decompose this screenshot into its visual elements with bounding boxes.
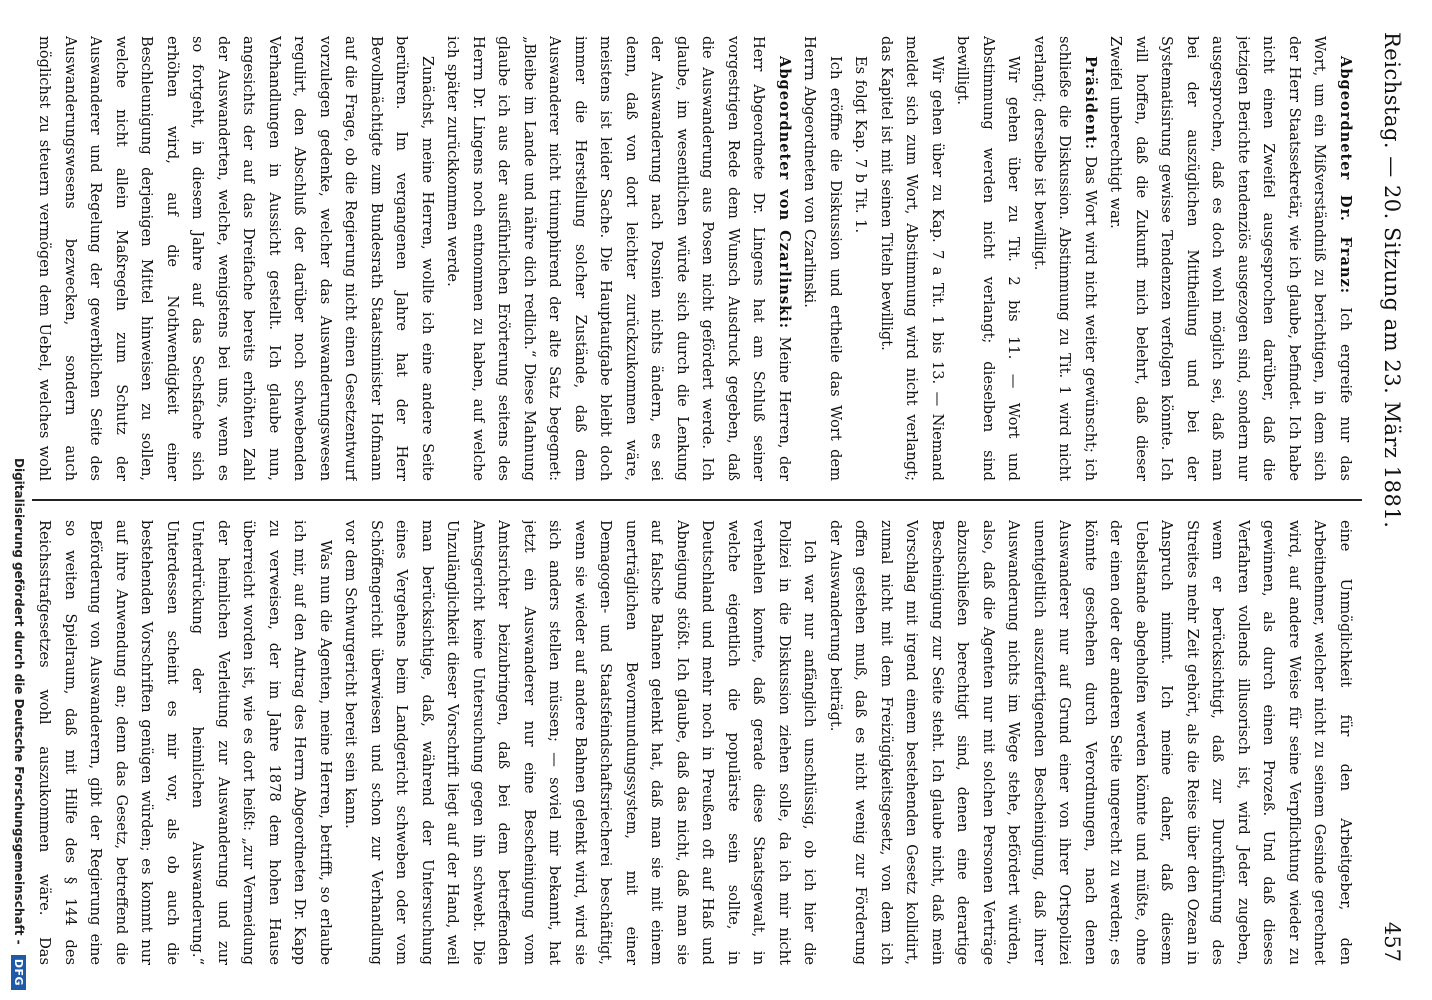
paragraph [33,520,338,965]
paragraph-text: Meine Herren, der Herr Abgeordnete Dr. Lingens hat am Schluß seiner vorgestrigen Rede dem Wunsch Ausdruck gegeben, daß die Auswanderung aus Posen nicht gefördert werde. Ich glaube, im wesentlichen würde sich durch die Lenkung der Auswanderung nach Posnien nichts ändern, es sei denn, daß von dort leichter zurückzukommen wäre, meistens ist leider Sache. Die Hauptaufgabe bleibt doch immer die Herstellung solcher Zustände, daß dem Auswanderer nicht triumphirend der alte Satz begegnet: „Bleibe im Lande und nähre dich redlich.“ Diese Mahnung glaube ich aus der ausführlichen Erörterung seitens des Herrn Dr. Lingens noch entnommen zu haben, auf welche ich später zurückkommen werde. [444,36,793,481]
paragraph [33,36,440,481]
paragraph-text: Ich ergreife nur das Wort, um ein Mißverständniß zu berichtigen, in dem sich der Herr Staatssekretär, wie ich glaube, befindet. Ich habe nicht einen Zweifel ausgesprochen darüber, daß die jetzigen Berichte tendenziös ausgezogen sind, sondern nur ausgesprochen, daß es doch wohl möglich sei, daß man bei der auszüglichen Mittheilung und bei der Systematisirung gewisse Tendenzen verfolgen könnte. Ich will hoffen, daß die Zukunft mich belehrt, daß dieser Zweifel unberechtigt war. [1107,36,1354,481]
credit-text: Digitalisierung gefördert durch die Deutsche Forschungsgemeinschaft - [12,458,26,945]
paragraph-text: Das Wort wird nicht weiter gewünscht; ich schließe die Diskussion. Abstimmung zu Tit. 1 wird nicht verlangt; derselbe ist bewilligt. [1031,36,1099,481]
paragraph-text: Ich war nur anfänglich unschlüssig, ob ich hier die Polizei in die Diskussion ziehen solle, da ich mir nicht verhehlen konnte, daß gerade diese Staatsgewalt, in welche eigentlich die populärste sein sollte, in Deutschland und mehr noch in Preußen oft auf Haß und Abneigung stößt. Ich glaube, daß das nicht, daß man sie auf falsche Bahnen gelenkt hat, daß man sie mit einem unerträglichen Bevormundungssystem, mit einer Demagogen- und Staatsfeindschaftsriecherei beschäftigt, wenn sie wieder auf andere Bahnen gelenkt wird, wird sie sich anders stellen müssen; — soviel mir bekannt, hat jetzt ein Auswanderer nur eine Bescheinigung vom Amtsrichter beizubringen, daß bei dem betreffenden Amtsgericht keine Untersuchung gegen ihn schwebt. Die Unzulänglichkeit dieser Vorschrift liegt auf der Hand, weil man berücksichtige, daß, während der Untersuchung eines Vergehens beim Landgericht schweben oder vom Schöffengericht überwiesen und schon zur Verhandlung vor dem Schwurgericht bereit sein kann. [342,520,819,965]
speaker-name: Präsident: [1082,56,1099,151]
paragraph [1027,36,1104,481]
paragraph-text: Wir gehen über zu Kap. 7 a Tit. 1 bis 13. — Niemand meldet sich zum Wort, Abstimmung wird nicht verlangt; das Kapitel ist mit seinen Titeln bewilligt. [878,36,946,481]
paragraph [440,36,797,481]
digitization-credit [11,340,26,990]
text-column-right [33,520,1358,965]
page-number: 457 [1380,921,1404,962]
paragraph-text: Ich eröffne die Diskussion und ertheile das Wort dem Herrn Abgeordneten von Czarlinski. [801,36,844,481]
paragraph [797,36,848,481]
paragraph-text: Wir gehen über zu Tit. 2 bis 11. — Wort und Abstimmung werden nicht verlangt; dieselben sind bewilligt. [954,36,1023,481]
paragraph-text: eine Unmöglichkeit für den Arbeitgeber, den Arbeitnehmer, welcher nicht zu seinem Gesinde gerechnet wird, auf andere Weise für seine Verpflichtung wieder zu gewinnen, als durch einen Prozeß. Und daß dieses Verfahren vollends illusorisch ist, wird Jeder zugeben, wenn er berücksichtigt, daß zur Durchführung des Streites mehr Zeit gehört, als die Reise über den Ozean in Anspruch nimmt. Ich meine daher, daß diesem Uebelstande abgeholfen werden könnte und müßte, ohne der einen oder der anderen Seite ungerecht zu werden; es könnte geschehen durch Verordnungen, nach denen Auswanderer nur auf Grund einer von ihrer Ortspolizei unentgeltlich auszufertigenden Bescheinigung, daß ihrer Auswanderung nichts im Wege stehe, befördert würden, also, daß die Agenten nur mit solchen Personen Verträge abzuschließen berechtigt sind, denen eine derartige Bescheinigung zur Seite steht. Ich glaube nicht, daß mein Vorschlag mit irgend einem bestehenden Gesetz kollidirt, zumal nicht mit dem Freizügigkeitsgesetz, von dem ich offen gestehen muß, daß es nicht wenig zur Förderung der Auswanderung beiträgt. [827,520,1354,965]
page-header [1368,28,1426,972]
paragraph-text: Es folgt Kap. 7 b Tit. 1. [852,56,870,234]
text-column-left [33,36,1358,481]
paragraph-text: Zunächst, meine Herren, wollte ich eine andere Seite berühren. Im vergangenen Jahre hat der Herr Bevollmächtigte zum Bundesrath Staatsminister Hofmann auf die Frage, ob die Regierung nicht einen Gesetzentwurf vorzulegen gedenke, welcher das Auswanderungswesen regulirt, den Abschluß der darüber noch schwebenden Verhandlungen in Aussicht gestellt. Ich glaube nun, angesichts der auf das Dreifache bereits erhöhten Zahl der Auswanderten, welche, wenigstens bei uns, wenn es so fortgeht, in diesem Jahre auf das Sechsfache sich erhöhen wird, auf die Nothwendigkeit einer Beschleunigung derjenigen Mittel hinweisen zu sollen, welche nicht allein Maßregeln zum Schutz der Auswanderer und Regelung der gewerblichen Seite des Auswanderungswesens bezwecken, sondern auch möglichst zu steuern vermögen dem Uebel, welches wohl [36,36,436,481]
column-divider [32,499,1362,501]
paragraph [1103,36,1358,481]
running-head: Reichstag. — 20. Sitzung am 23. März 1881. [1380,32,1404,529]
paragraph [823,520,1359,965]
dfg-logo: DFG [11,955,26,990]
paragraph [950,36,1027,481]
paragraph-text: Was nun die Agenten, meine Herren, betrifft, so erlaube ich mir, auf den Antrag des Herrn Abgeordneten Dr. Kapp zu verweisen, der im Jahre 1878 dem hohen Hause überreicht worden ist, wie es dort heißt: „zur Vermeidung der heimlichen Verleitung zur Auswanderung und zur Unterdrückung der heimlichen Auswanderung.“ Unterdessen scheint es mir vor, als ob auch die bestehenden Vorschriften genügen würden; es kommt nur auf ihre Anwendung an; denn das Gesetz, betreffend die Beförderung von Auswanderern, gibt der Regierung eine so weiten Spielraum, daß mit Hilfe des § 144 des Reichsstrafgesetzes wohl auszukommen wäre. Das [36,520,334,965]
speaker-name: Abgeordneter Dr. Franz: [1337,56,1354,295]
paragraph [874,36,951,481]
speaker-name: Abgeordneter von Czarlinski: [776,56,793,330]
paragraph [848,36,874,481]
paragraph [338,520,823,965]
